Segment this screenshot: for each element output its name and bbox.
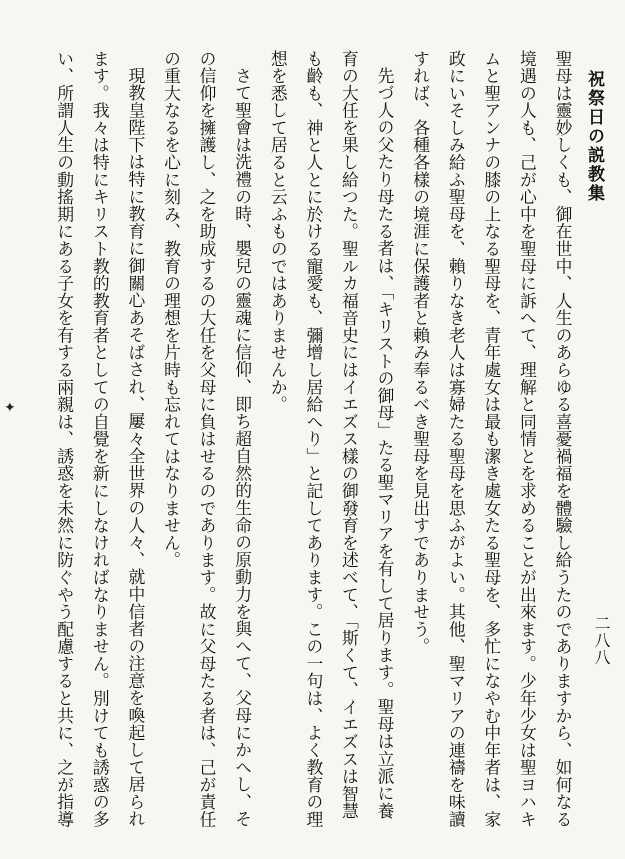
sermon-body-text (40, 50, 580, 830)
paragraph-1: 聖母は靈妙しくも、御在世中、人生のあらゆる喜憂禍福を體驗し給うたのでありますから、如何なる境遇の人も、己が心中を聖母に訴へて、理解と同情とを求めることが出來ます。少年少女は聖ヨハキムと聖アンナの膝の上なる聖母を、青年處女は最も潔き處女たる聖母を、多忙になやむ中年者は、家政にいそしみ給ふ聖母を、賴りなき老人は寡婦たる聖母を思ふがよい。其他、聖マリアの連禱を味讀すれば、各種各樣の境涯に保護者と賴み奉るべき聖母を見出すでありませう。 (410, 50, 573, 829)
page-number: 二八八 (592, 615, 611, 666)
running-head-title: 祝祭日の説教集 (584, 70, 604, 203)
margin-mark-icon: ✦ (4, 400, 16, 416)
paragraph-4: 現教皇陛下は特に教育に御關心あそばされ、屢々全世界の人々、就中信者の注意を喚起して居られます。我々は特にキリスト教的教育者としての自覺を新にしなければなりません。別けても誘惑の多い、所謂人生の動搖期にある子女を有する兩親は、誘惑を未然に防ぐやう配慮すると共に、之が指導 (54, 50, 146, 829)
paragraph-2: 先づ人の父たり母たる者は、「キリストの御母」たる聖マリアを有して居ります。聖母は立派に養育の大任を果し給つた。聖ルカ福音史にはイエズス樣の御發育を述べて、「斯くて、イエズスは智慧も齡も、神と人とに於ける寵愛も、彌增し居給へり」と記してあります。この一句は、よく教育の理想を悉して居ると云ふものではありませんか。 (268, 50, 396, 829)
paragraph-3: さて聖會は洗禮の時、嬰兒の靈魂に信仰、即ち超自然的生命の原動力を與へて、父母にかへし、その信仰を擁護し、之を助成するの大任を父母に負はせるのであります。故に父母たる者は、己が責任の重大なるを心に刻み、教育の理想を片時も忘れてはなりません。 (161, 50, 253, 829)
